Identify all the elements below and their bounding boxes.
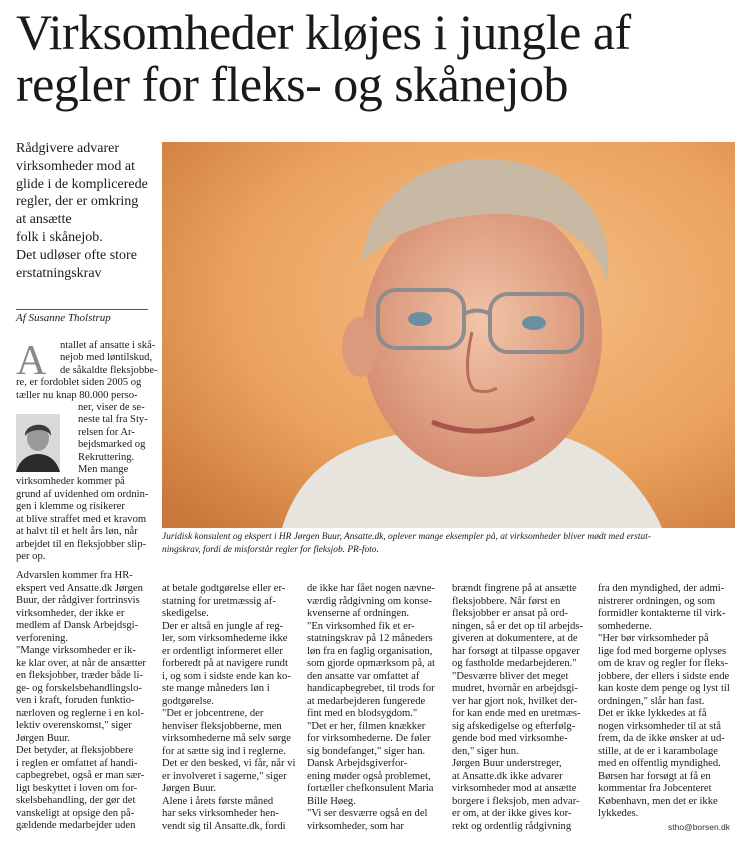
article-line: Jørgen Buur understreger,: [452, 758, 562, 769]
article-line: Børsen har forsøgt at få en: [598, 770, 711, 782]
article-column-2: [162, 583, 304, 833]
article-line: somhederne.: [598, 620, 652, 632]
article-line: mudret, hvornår en arbejdsgi-: [452, 683, 578, 694]
main-photo: [162, 142, 735, 528]
article-line: som gjorde opmærksom på, at: [307, 658, 435, 669]
article-line: virksomhederne må selv sørge: [162, 733, 291, 744]
article-line: Buur, der rådgiver fortrinsvis: [16, 595, 140, 606]
article-line: skelsbehandling, der gør det: [16, 795, 136, 806]
article-line: er om, at der ikke gives kor-: [452, 808, 572, 819]
article-line: med en offentlig myndighed.: [598, 758, 721, 769]
article-line: gældende medarbejder uden: [16, 820, 136, 831]
caption-line: Juridisk konsulent og ekspert i HR Jørgen Buur, Ansatte.dk, oplever mange eksempler på, at virksomheder bliver mødt med erstat-: [162, 532, 651, 542]
article-line: fra den myndighed, der admi-: [598, 583, 725, 594]
article-line: gen i klemme og risikerer: [16, 501, 125, 513]
article-line: Dansk Arbejdsgiverfor-: [307, 758, 408, 769]
article-line: Det er ikke lykkedes at få: [598, 708, 707, 719]
byline-divider: [16, 309, 148, 310]
article-line: formidler kontakterne til virk-: [598, 608, 726, 619]
article-line: fint med en blodsygdom.": [307, 708, 418, 719]
article-line: de ikke har fået nogen nævne-: [307, 583, 435, 594]
article-line: at medarbejderen fungerede: [307, 695, 426, 707]
lead-paragraph: [16, 140, 148, 282]
article-line: giveren at dokumentere, at de: [452, 633, 578, 644]
article-line: capbegrebet, også er man sær-: [16, 770, 145, 781]
article-line: Der er altså en jungle af reg-: [162, 620, 284, 632]
article-line: i, og som i sidste ende kan ko-: [162, 670, 291, 682]
article-line: ste mange måneders løn i: [162, 683, 270, 694]
article-line: for at sætte sig ind i reglerne.: [162, 745, 286, 757]
lead-line: at ansætte: [16, 212, 72, 228]
article-line: "Desværre bliver det meget: [452, 670, 569, 682]
drop-cap: A: [16, 338, 47, 384]
article-line: per op.: [16, 550, 46, 562]
article-line: at Ansatte.dk ikke advarer: [452, 770, 563, 782]
article-line: lykkedes.: [598, 808, 639, 819]
article-line: "Det er her, filmen knækker: [307, 720, 426, 732]
article-line: henviser fleksjobberne, men: [162, 720, 282, 732]
article-line: fortæller chefkonsulent Maria: [307, 783, 434, 794]
article-line: "En virksomhed fik et er-: [307, 620, 415, 632]
article-line: medlem af Dansk Arbejdsgi-: [16, 620, 139, 631]
article-line: ler, som virksomhederne ikke: [162, 633, 288, 644]
article-line: relsen for Ar-: [78, 426, 135, 438]
article-column-5: [598, 583, 740, 821]
article-line: om de krav og regler for fleks-: [598, 658, 729, 669]
article-line: ke klar over, at når de ansætter: [16, 657, 146, 669]
article-line: nærloven og reglerne i en kol-: [16, 707, 144, 719]
headline-line: Virksomheder kløjes i jungle af: [16, 4, 631, 60]
lead-line: erstatningskrav: [16, 265, 102, 281]
article-column-1: [16, 570, 158, 833]
article-line: ven i kraft, foruden funktio-: [16, 695, 135, 706]
article-line: ordningen," slår han fast.: [598, 695, 705, 707]
article-line: at betale godtgørelse eller er-: [162, 583, 286, 594]
article-line: Alene i årets første måned: [162, 795, 274, 807]
article-line: godtgørelse.: [162, 695, 215, 707]
article-line: "Det er jobcentrene, der: [162, 708, 264, 719]
article-line: Det er den besked, vi får, når vi: [162, 758, 296, 769]
article-line: arbejdet til en fleksjobber slip-: [16, 538, 147, 550]
article-line: ening møder også problemet,: [307, 770, 431, 782]
article-line: handicapbegrebet, til trods for: [307, 683, 435, 694]
article-line: kommentar fra Jobcenteret: [598, 783, 712, 794]
article-line: er involveret i sagerne," siger: [162, 770, 287, 782]
article-line: værdig rådgivning om konse-: [307, 595, 433, 607]
article-line: i reglen er omfattet af handi-: [16, 757, 138, 769]
article-line: verforening.: [16, 632, 69, 644]
article-line: at blive straffet med et kravom: [16, 513, 147, 525]
lead-line: virksomheder mod at: [16, 158, 135, 174]
article-line: fleksjobber er ansat på ord-: [452, 608, 568, 619]
article-line: at halvt til et helt års løn, når: [16, 526, 138, 538]
article-line: stille, at de er i karambolage: [598, 745, 719, 757]
article-line: for virksomhederne. De føler: [307, 733, 431, 744]
article-line: sig bondefanget," siger han.: [307, 745, 426, 757]
article-line: en fleksjobber, træder både li-: [16, 670, 143, 681]
article-line: Men mange: [78, 464, 129, 476]
article-line: den," siger hun.: [452, 745, 519, 757]
lead-line: regler, der er omkring: [16, 194, 139, 210]
article-line: "Vi ser desværre også en del: [307, 808, 428, 819]
article-line: jobbere, der ellers i sidste ende: [598, 670, 730, 682]
article-line: tæller nu knap 80.000 perso-: [16, 389, 138, 401]
article-line: ner, viser de se-: [78, 402, 145, 414]
lead-line: folk i skånejob.: [16, 229, 103, 245]
article-line: lektiv overenskomst," siger: [16, 720, 132, 731]
article-line: borgere i fleksjob, men advar-: [452, 795, 580, 807]
headline: [16, 6, 736, 110]
author-email: stho@borsen.dk: [668, 822, 731, 832]
article-line: Advarslen kommer fra HR-: [16, 570, 133, 581]
article-line: ekspert ved Ansatte.dk Jørgen: [16, 582, 143, 594]
article-line: sig afskedigelse og efterfølg-: [452, 720, 576, 732]
article-line: har forsøgt at tilpasse opgaver: [452, 645, 580, 657]
article-line: virksomheder mod at ansætte: [452, 783, 577, 794]
article-line: København, men det er ikke: [598, 795, 718, 807]
article-line: re, er fordoblet siden 2005 og: [16, 377, 142, 389]
article-intro: [16, 340, 158, 563]
article-line: har seks virksomheder hen-: [162, 808, 279, 819]
article-line: nistrerer ordningen, og som: [598, 595, 716, 607]
article-line: frem, da de ikke ønsker at ud-: [598, 733, 725, 744]
article-line: kan koste dem penge og lyst til: [598, 683, 730, 694]
article-line: vendt sig til Ansatte.dk, fordi: [162, 820, 286, 832]
article-line: ver har gjort nok, hvilket der-: [452, 695, 578, 707]
article-line: Det betyder, at fleksjobbere: [16, 745, 134, 756]
article-line: ningen, så er det op til arbejds-: [452, 620, 583, 632]
photo-caption: [162, 531, 737, 556]
article-line: "Her bør virksomheder på: [598, 633, 709, 644]
article-line: statningskrav på 12 måneders: [307, 633, 433, 644]
article-column-3: [307, 583, 449, 833]
article-line: kvenserne af ordningen.: [307, 608, 410, 619]
article-line: den ansatte var omfattet af: [307, 670, 420, 682]
article-line: neste tal fra Sty-: [78, 414, 148, 426]
article-line: statning for uretmæssig af-: [162, 595, 276, 607]
article-line: virksomheder, der ikke er: [16, 607, 125, 619]
article-line: Jørgen Buur.: [162, 783, 216, 794]
article-line: bejdsmarked og: [78, 439, 146, 451]
portrait-photo-illustration: [162, 142, 735, 528]
article-line: gende bod med virksomhe-: [452, 733, 568, 744]
caption-line: ningskrav, fordi de misforstår regler for fleksjob. PR-foto.: [162, 544, 379, 555]
article-line: Jørgen Buur.: [16, 732, 70, 744]
lead-line: Rådgivere advarer: [16, 141, 119, 156]
article-line: virksomheder kommer på: [16, 476, 125, 488]
article-line: forberedt på at navigere rundt: [162, 658, 288, 669]
article-line: virksomheder, som har: [307, 820, 404, 832]
article-line: fleksjobbere. Når først en: [452, 595, 561, 607]
article-line: er ordentligt informeret eller: [162, 645, 283, 657]
article-line: løn fra en faglig organisation,: [307, 645, 433, 657]
article-line: ntallet af ansatte i skå-: [60, 340, 156, 351]
lead-line: glide i de komplicerede: [16, 176, 148, 192]
article-line: de såkaldte fleksjobbe-: [60, 364, 158, 376]
article-line: nogen virksomheder til at stå: [598, 720, 721, 732]
article-line: lige fod med borgerne oplyses: [598, 645, 727, 657]
headline-line: regler for fleks- og skånejob: [16, 56, 568, 112]
byline: Af Susanne Tholstrup: [16, 312, 111, 324]
article-line: "Mange virksomheder er ik-: [16, 645, 136, 656]
article-line: nejob med løntilskud,: [60, 352, 153, 364]
article-line: og fastholde medarbejderen.": [452, 658, 577, 669]
article-line: skedigelse.: [162, 608, 209, 619]
article-line: for kan ende med en uretmæs-: [452, 708, 581, 719]
article-line: brændt fingrene på at ansætte: [452, 583, 577, 594]
article-line: Rekruttering.: [78, 451, 135, 463]
article-line: grund af uvidenhed om ordnin-: [16, 488, 149, 500]
article-line: vanskeligt at opsige den på-: [16, 807, 135, 819]
article-line: rekt og ordentlig rådgivning: [452, 820, 572, 832]
article-line: ge- og forskelsbehandlingslo-: [16, 682, 142, 694]
article-line: Bille Høeg.: [307, 795, 356, 807]
lead-line: Det udløser ofte store: [16, 247, 137, 263]
article-line: ligt beskyttet i loven om for-: [16, 782, 138, 794]
article-column-4: [452, 583, 594, 833]
